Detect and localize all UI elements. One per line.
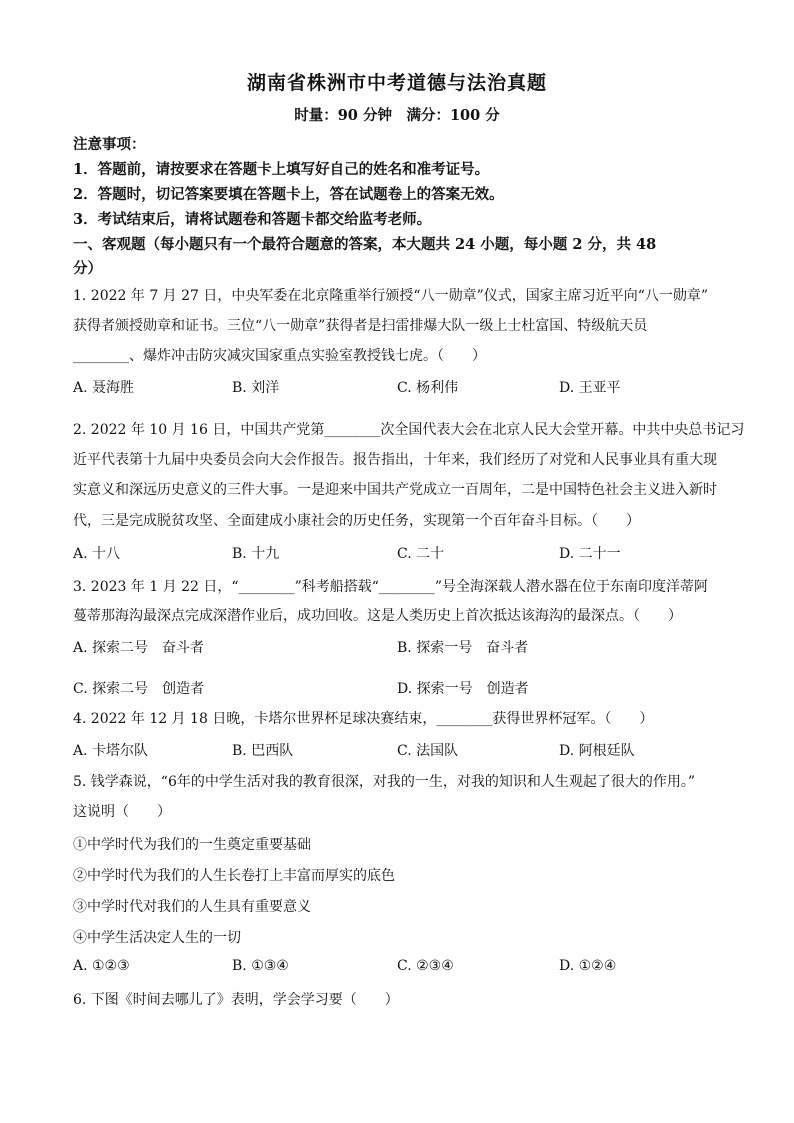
q1-option-d: D. 王亚平	[559, 380, 621, 396]
q5-option-b: B. ①③④	[232, 958, 289, 974]
page-title: 湖南省株洲市中考道德与法治真题	[246, 72, 547, 94]
q3-option-d: D. 探索一号 创造者	[397, 681, 529, 697]
q4-option-c: C. 法国队	[397, 743, 459, 759]
section-heading: 一、客观题（每小题只有一个最符合题意的答案，本大题共 24 小题，每小题 2 分，共 48	[73, 236, 657, 253]
question-1-line: ________、爆炸冲击防灾减灾国家重点实验室教授钱七虎。（ ）	[73, 348, 486, 364]
q4-option-b: B. 巴西队	[232, 743, 294, 759]
question-5-line: 这说明（ ）	[73, 804, 171, 820]
section-heading-cont: 分）	[73, 260, 102, 277]
question-5-statement: ③中学时代对我们的人生具有重要意义	[73, 899, 311, 915]
q3-option-c: C. 探索二号 创造者	[73, 681, 205, 697]
question-1-line: 获得者颁授勋章和证书。三位“八一勋章”获得者是扫雷排爆大队一级上士杜富国、特级航天员	[73, 318, 648, 334]
notice-heading: 注意事项：	[73, 136, 146, 153]
question-1-line: 1. 2022 年 7 月 27 日，中央军委在北京隆重举行颁授“八一勋章”仪式，国家主席习近平向“八一勋章”	[73, 288, 709, 304]
notice-item: 1．答题前，请按要求在答题卡上填写好自己的姓名和准考证号。	[73, 161, 490, 178]
q2-option-a: A. 十八	[73, 546, 121, 562]
question-5-statement: ④中学生活决定人生的一切	[73, 930, 241, 946]
q3-option-a: A. 探索二号 奋斗者	[73, 640, 205, 656]
q3-option-b: B. 探索一号 奋斗者	[397, 640, 529, 656]
question-5-line: 5. 钱学森说，“6年的中学生活对我的教育很深，对我的一生，对我的知识和人生观起了很大的作用。”	[73, 774, 696, 790]
question-2-line: 2. 2022 年 10 月 16 日，中国共产党第________次全国代表大会在北京人民大会堂开幕。中共中央总书记习	[73, 422, 745, 438]
q2-option-d: D. 二十一	[559, 546, 621, 562]
question-5-statement: ②中学时代为我们的人生长卷打上丰富而厚实的底色	[73, 868, 395, 884]
question-5-statement: ①中学时代为我们的一生奠定重要基础	[73, 837, 311, 853]
q5-option-c: C. ②③④	[397, 958, 454, 974]
q1-option-b: B. 刘洋	[232, 380, 280, 396]
q2-option-c: C. 二十	[397, 546, 445, 562]
q4-option-a: A. 卡塔尔队	[73, 743, 149, 759]
q2-option-b: B. 十九	[232, 546, 280, 562]
question-2-line: 近平代表第十九届中央委员会向大会作报告。报告指出，十年来，我们经历了对党和人民事业具有重大现	[73, 452, 717, 468]
q5-option-a: A. ①②③	[73, 958, 130, 974]
q1-option-c: C. 杨利伟	[397, 380, 459, 396]
question-3-line: 3. 2023 年 1 月 22 日，“________”科考船搭载“________”号全海深载人潜水器在位于东南印度洋蒂阿	[73, 579, 709, 595]
q1-option-a: A. 聂海胜	[73, 380, 135, 396]
question-6-line: 6. 下图《时间去哪儿了》表明，学会学习要（ ）	[73, 992, 399, 1008]
q4-option-d: D. 阿根廷队	[559, 743, 635, 759]
exam-duration-score: 时量：90 分钟 满分：100 分	[294, 107, 500, 124]
question-2-line: 代，三是完成脱贫攻坚、全面建成小康社会的历史任务，实现第一个百年奋斗目标。（ ）	[73, 513, 640, 529]
question-2-line: 实意义和深远历史意义的三件大事。一是迎来中国共产党成立一百周年，二是中国特色社会主义进入新时	[73, 482, 717, 498]
notice-item: 2．答题时，切记答案要填在答题卡上，答在试题卷上的答案无效。	[73, 186, 504, 203]
q5-option-d: D. ①②④	[559, 958, 617, 974]
question-3-line: 蔓蒂那海沟最深点完成深潜作业后，成功回收。这是人类历史上首次抵达该海沟的最深点。（ ）	[73, 608, 682, 624]
question-4-line: 4. 2022 年 12 月 18 日晚，卡塔尔世界杯足球决赛结束，________获得世界杯冠军。（ ）	[73, 711, 654, 727]
notice-item: 3．考试结束后，请将试题卷和答题卡都交给监考老师。	[73, 211, 432, 228]
